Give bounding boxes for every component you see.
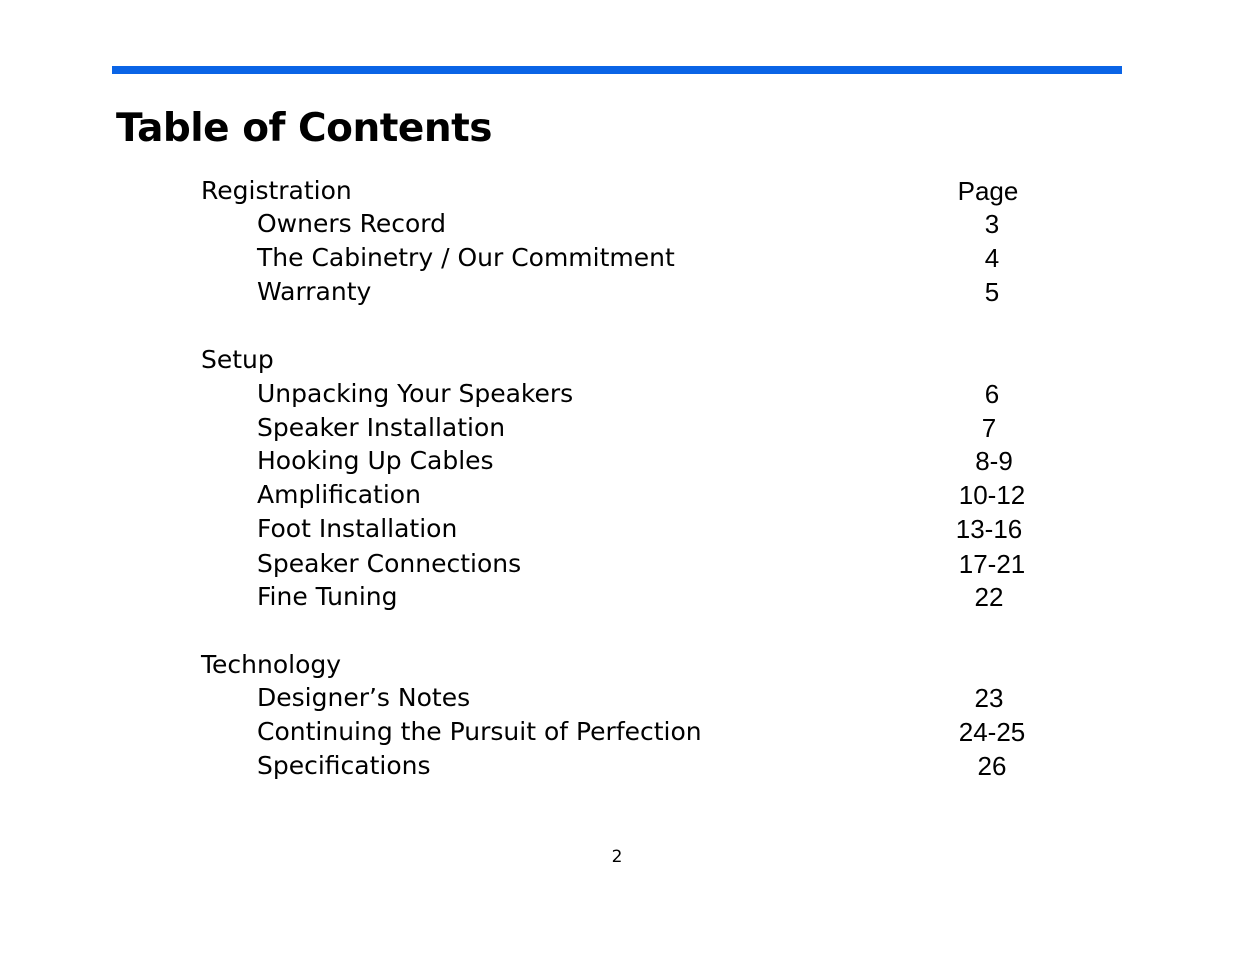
toc-entry[interactable] — [0, 207, 1235, 241]
toc-entry-page: 17-21 — [958, 549, 1026, 579]
toc-entry-label: Speaker Connections — [257, 549, 522, 578]
toc-entry-page: 22 — [974, 582, 1004, 612]
toc-entry[interactable] — [0, 444, 1235, 478]
toc-entry-label: Amplification — [257, 480, 421, 509]
toc-entry-page: 10-12 — [958, 480, 1026, 510]
page-column-header: Page — [957, 176, 1019, 206]
toc-entry[interactable] — [0, 547, 1235, 581]
toc-entry-label: Unpacking Your Speakers — [257, 379, 574, 408]
toc-entry-label: The Cabinetry / Our Commitment — [257, 243, 675, 272]
toc-entry-page: 26 — [977, 751, 1007, 781]
section-heading: Setup — [201, 345, 274, 374]
toc-entry-page: 7 — [981, 413, 997, 443]
toc-entry-page: 13-16 — [955, 514, 1023, 544]
toc-entry-page: 23 — [974, 683, 1004, 713]
toc-entry[interactable] — [0, 512, 1235, 546]
toc-entry-page: 24-25 — [958, 717, 1026, 747]
section-heading: Technology — [201, 650, 342, 679]
footer-page-number: 2 — [611, 847, 623, 867]
toc-entry-page: 8-9 — [975, 446, 1013, 476]
toc-entry-label: Designer’s Notes — [257, 683, 471, 712]
toc-entry-label: Continuing the Pursuit of Perfection — [257, 717, 702, 746]
section-heading-row — [0, 343, 1235, 377]
toc-entry-label: Specifications — [257, 751, 431, 780]
toc-entry-label: Warranty — [257, 277, 372, 306]
toc-entry-page: 5 — [984, 277, 1000, 307]
toc-entry-page: 4 — [984, 243, 1000, 273]
page-title: Table of Contents — [116, 106, 492, 151]
toc-entry[interactable] — [0, 411, 1235, 445]
toc-entry-label: Owners Record — [257, 209, 446, 238]
toc-entry[interactable] — [0, 275, 1235, 309]
toc-entry[interactable] — [0, 241, 1235, 275]
toc-entry[interactable] — [0, 749, 1235, 783]
toc-entry[interactable] — [0, 377, 1235, 411]
toc-entry-label: Foot Installation — [257, 514, 458, 543]
toc-entry-label: Fine Tuning — [257, 582, 398, 611]
toc-entry-label: Hooking Up Cables — [257, 446, 494, 475]
toc-entry-label: Speaker Installation — [257, 413, 506, 442]
toc-entry-page: 3 — [984, 209, 1000, 239]
section-heading-row — [0, 174, 1235, 208]
toc-entry[interactable] — [0, 478, 1235, 512]
toc-entry[interactable] — [0, 580, 1235, 614]
toc-entry-page: 6 — [984, 379, 1000, 409]
section-heading-row — [0, 648, 1235, 682]
toc-entry[interactable] — [0, 715, 1235, 749]
toc-entry[interactable] — [0, 681, 1235, 715]
section-heading: Registration — [201, 176, 352, 205]
